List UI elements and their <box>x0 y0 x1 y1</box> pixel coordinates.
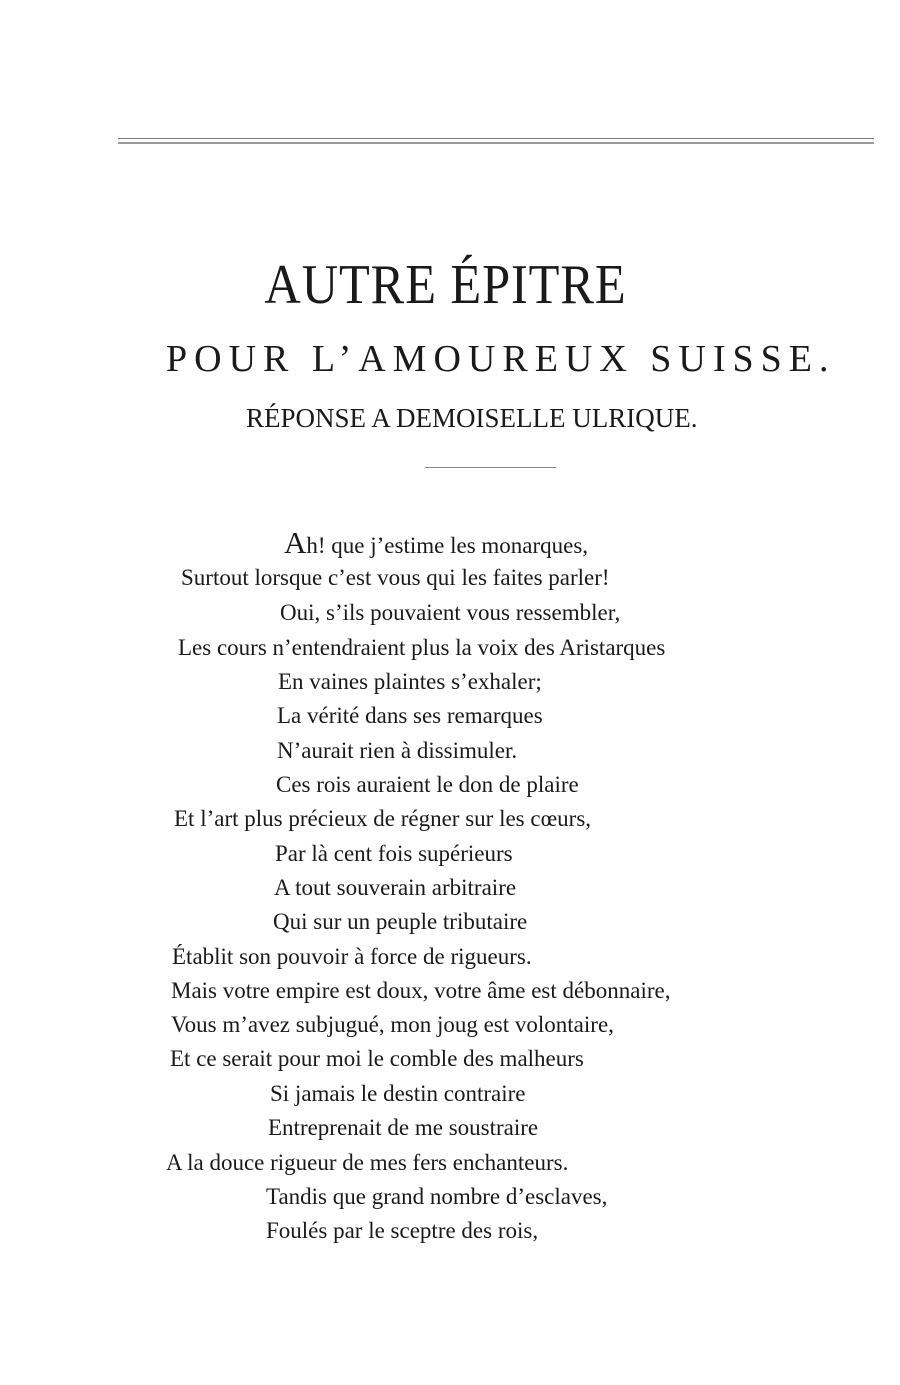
verse-line: Les cours n’entendraient plus la voix des Aristarques <box>178 635 666 660</box>
page-title: AUTRE ÉPITRE <box>264 254 627 316</box>
verse-line: Si jamais le destin contraire <box>270 1081 526 1106</box>
verse-line: Surtout lorsque c’est vous qui les faites parler! <box>181 565 610 590</box>
verse-line: A la douce rigueur de mes fers enchanteurs. <box>166 1150 569 1175</box>
verse-line <box>284 525 589 561</box>
verse-line: Oui, s’ils pouvaient vous ressembler, <box>280 600 621 625</box>
verse-line: N’aurait rien à dissimuler. <box>277 738 518 763</box>
verse-line: Entreprenait de me soustraire <box>268 1115 539 1140</box>
verse-line: Et ce serait pour moi le comble des malheurs <box>170 1046 584 1071</box>
verse-line: Vous m’avez subjugué, mon joug est volontaire, <box>171 1012 614 1037</box>
verse-line: Mais votre empire est doux, votre âme est débonnaire, <box>171 978 671 1003</box>
verse-line: Tandis que grand nombre d’esclaves, <box>266 1184 608 1209</box>
verse-line: Ces rois auraient le don de plaire <box>276 772 579 797</box>
verse-line: En vaines plaintes s’exhaler; <box>278 669 542 694</box>
verse-line: Par là cent fois supérieurs <box>275 841 513 866</box>
verse-line: La vérité dans ses remarques <box>277 703 543 728</box>
verse-line: Et l’art plus précieux de régner sur les cœurs, <box>174 806 592 831</box>
verse-line-text: h! que j’estime les monarques, <box>306 533 589 558</box>
page-subtitle: POUR L’AMOUREUX SUISSE. <box>166 338 836 380</box>
verse-line: Établit son pouvoir à force de rigueurs. <box>172 944 532 969</box>
verse-line: Qui sur un peuple tributaire <box>273 909 528 934</box>
verse-line: A tout souverain arbitraire <box>274 875 517 900</box>
page-subheading: RÉPONSE A DEMOISELLE ULRIQUE. <box>246 403 698 433</box>
verse-line: Foulés par le sceptre des rois, <box>266 1218 539 1243</box>
drop-cap: A <box>284 525 307 560</box>
